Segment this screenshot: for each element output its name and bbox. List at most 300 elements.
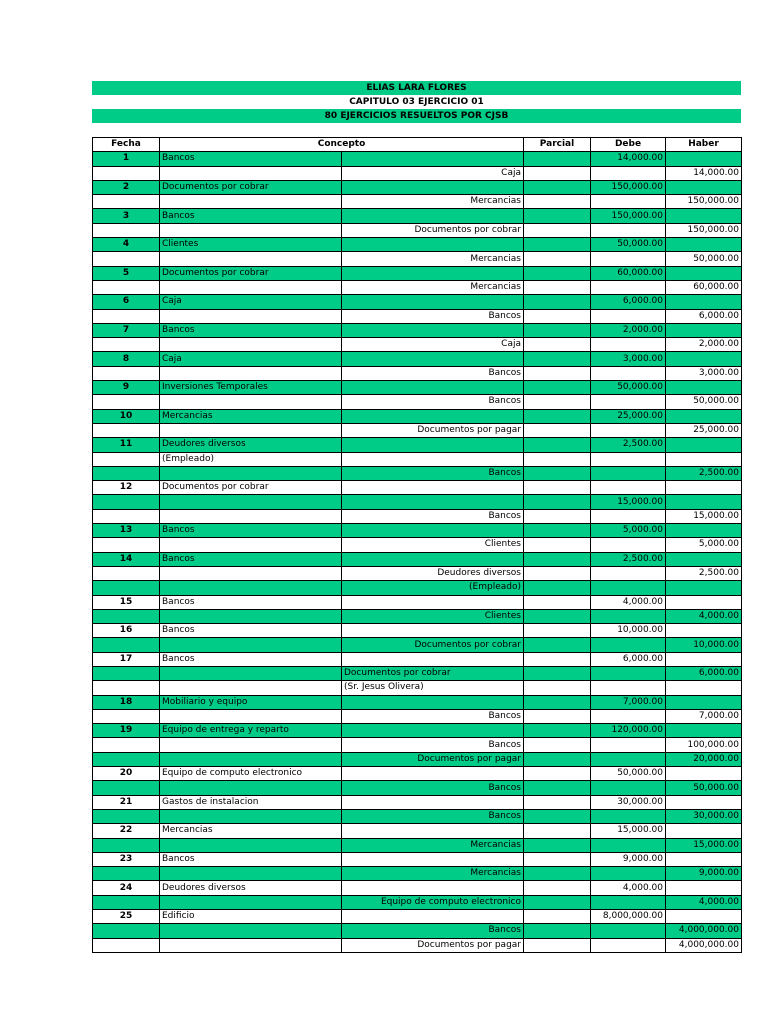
- parcial-cell: [524, 638, 591, 652]
- haber-cell: [666, 595, 742, 609]
- subaccount-cell: [342, 552, 524, 566]
- fecha-cell: 22: [93, 824, 160, 838]
- parcial-cell: [524, 795, 591, 809]
- account-cell: Bancos: [160, 323, 342, 337]
- table-row: [93, 524, 742, 538]
- parcial-cell: [524, 767, 591, 781]
- parcial-cell: [524, 838, 591, 852]
- subaccount-cell: Documentos por pagar: [342, 423, 524, 437]
- haber-cell: [666, 409, 742, 423]
- fecha-cell: [93, 638, 160, 652]
- parcial-cell: [524, 738, 591, 752]
- subaccount-cell: Bancos: [342, 509, 524, 523]
- parcial-cell: [524, 824, 591, 838]
- fecha-cell: 12: [93, 481, 160, 495]
- debe-cell: [591, 452, 666, 466]
- haber-cell: 150,000.00: [666, 223, 742, 237]
- debe-cell: [591, 423, 666, 437]
- table-row: [93, 852, 742, 866]
- debe-cell: [591, 752, 666, 766]
- debe-cell: [591, 166, 666, 180]
- fecha-cell: [93, 495, 160, 509]
- subaccount-cell: Bancos: [342, 781, 524, 795]
- table-row: [93, 924, 742, 938]
- subaccount-cell: Mercancias: [342, 252, 524, 266]
- account-cell: [160, 924, 342, 938]
- haber-cell: 20,000.00: [666, 752, 742, 766]
- subaccount-cell: [342, 323, 524, 337]
- parcial-cell: [524, 252, 591, 266]
- debe-cell: [591, 666, 666, 680]
- subaccount-cell: [342, 295, 524, 309]
- fecha-cell: [93, 681, 160, 695]
- fecha-cell: 2: [93, 180, 160, 194]
- parcial-cell: [524, 238, 591, 252]
- parcial-cell: [524, 681, 591, 695]
- account-cell: [160, 366, 342, 380]
- table-row: [93, 209, 742, 223]
- subaccount-cell: (Empleado): [342, 581, 524, 595]
- haber-cell: [666, 552, 742, 566]
- subaccount-cell: Bancos: [342, 309, 524, 323]
- table-row: [93, 452, 742, 466]
- debe-cell: 150,000.00: [591, 209, 666, 223]
- subaccount-cell: Bancos: [342, 738, 524, 752]
- haber-cell: 7,000.00: [666, 709, 742, 723]
- debe-cell: [591, 924, 666, 938]
- table-row: [93, 624, 742, 638]
- subaccount-cell: [342, 652, 524, 666]
- parcial-cell: [524, 280, 591, 294]
- debe-cell: 3,000.00: [591, 352, 666, 366]
- table-row: [93, 352, 742, 366]
- haber-cell: [666, 266, 742, 280]
- haber-cell: 6,000.00: [666, 309, 742, 323]
- parcial-cell: [524, 867, 591, 881]
- debe-cell: 60,000.00: [591, 266, 666, 280]
- debe-cell: 50,000.00: [591, 381, 666, 395]
- title-chapter: CAPITULO 03 EJERCICIO 01: [349, 97, 484, 107]
- parcial-cell: [524, 423, 591, 437]
- debe-cell: [591, 338, 666, 352]
- account-cell: Caja: [160, 352, 342, 366]
- table-row: [93, 895, 742, 909]
- debe-cell: [591, 867, 666, 881]
- table-row: [93, 152, 742, 166]
- account-cell: Mobiliario y equipo: [160, 695, 342, 709]
- subaccount-cell: Documentos por cobrar: [342, 638, 524, 652]
- haber-cell: [666, 238, 742, 252]
- fecha-cell: 15: [93, 595, 160, 609]
- title-name: ELIAS LARA FLORES: [92, 81, 741, 95]
- table-row: [93, 581, 742, 595]
- haber-cell: 2,000.00: [666, 338, 742, 352]
- fecha-cell: [93, 195, 160, 209]
- debe-cell: 6,000.00: [591, 295, 666, 309]
- col-header-concepto: Concepto: [160, 138, 524, 152]
- table-row: [93, 323, 742, 337]
- debe-cell: [591, 538, 666, 552]
- subaccount-cell: Mercancias: [342, 195, 524, 209]
- parcial-cell: [524, 566, 591, 580]
- account-cell: Bancos: [160, 624, 342, 638]
- debe-cell: [591, 938, 666, 952]
- parcial-cell: [524, 209, 591, 223]
- haber-cell: [666, 681, 742, 695]
- table-row: [93, 795, 742, 809]
- subaccount-cell: Documentos por cobrar: [342, 223, 524, 237]
- fecha-cell: [93, 466, 160, 480]
- fecha-cell: [93, 509, 160, 523]
- haber-cell: [666, 438, 742, 452]
- table-row: [93, 638, 742, 652]
- subaccount-cell: [342, 910, 524, 924]
- subaccount-cell: Mercancias: [342, 838, 524, 852]
- debe-cell: [591, 809, 666, 823]
- fecha-cell: 16: [93, 624, 160, 638]
- haber-cell: [666, 652, 742, 666]
- debe-cell: 30,000.00: [591, 795, 666, 809]
- fecha-cell: 21: [93, 795, 160, 809]
- fecha-cell: [93, 338, 160, 352]
- subaccount-cell: Clientes: [342, 609, 524, 623]
- col-header-haber: Haber: [666, 138, 742, 152]
- debe-cell: [591, 581, 666, 595]
- account-cell: [160, 566, 342, 580]
- fecha-cell: [93, 223, 160, 237]
- parcial-cell: [524, 910, 591, 924]
- parcial-cell: [524, 466, 591, 480]
- account-cell: [160, 809, 342, 823]
- account-cell: [160, 495, 342, 509]
- fecha-cell: [93, 752, 160, 766]
- account-cell: Documentos por cobrar: [160, 481, 342, 495]
- haber-cell: [666, 824, 742, 838]
- subaccount-cell: [342, 595, 524, 609]
- debe-cell: [591, 252, 666, 266]
- table-row: [93, 552, 742, 566]
- parcial-cell: [524, 509, 591, 523]
- table-row: [93, 180, 742, 194]
- table-row: [93, 481, 742, 495]
- parcial-cell: [524, 895, 591, 909]
- account-cell: Documentos por cobrar: [160, 180, 342, 194]
- subaccount-cell: [342, 881, 524, 895]
- parcial-cell: [524, 609, 591, 623]
- subaccount-cell: [342, 767, 524, 781]
- fecha-cell: 9: [93, 381, 160, 395]
- account-cell: [160, 309, 342, 323]
- haber-cell: [666, 209, 742, 223]
- table-row: [93, 724, 742, 738]
- haber-cell: 100,000.00: [666, 738, 742, 752]
- account-cell: Mercancias: [160, 824, 342, 838]
- fecha-cell: 8: [93, 352, 160, 366]
- fecha-cell: [93, 709, 160, 723]
- debe-cell: 8,000,000.00: [591, 910, 666, 924]
- debe-cell: [591, 466, 666, 480]
- subaccount-cell: (Sr. Jesus Olivera): [342, 681, 524, 695]
- debe-cell: 50,000.00: [591, 238, 666, 252]
- table-row: [93, 809, 742, 823]
- table-row: [93, 338, 742, 352]
- account-cell: Deudores diversos: [160, 438, 342, 452]
- table-row: [93, 223, 742, 237]
- table-row: [93, 538, 742, 552]
- debe-cell: [591, 738, 666, 752]
- fecha-cell: [93, 166, 160, 180]
- haber-cell: [666, 352, 742, 366]
- haber-cell: [666, 180, 742, 194]
- debe-cell: [591, 395, 666, 409]
- account-cell: Bancos: [160, 552, 342, 566]
- subaccount-cell: [342, 724, 524, 738]
- parcial-cell: [524, 338, 591, 352]
- fecha-cell: [93, 252, 160, 266]
- parcial-cell: [524, 495, 591, 509]
- subaccount-cell: [342, 438, 524, 452]
- haber-cell: 60,000.00: [666, 280, 742, 294]
- table-row: [93, 166, 742, 180]
- account-cell: [160, 638, 342, 652]
- account-cell: [160, 581, 342, 595]
- table-row: [93, 266, 742, 280]
- table-row: [93, 867, 742, 881]
- table-row: [93, 824, 742, 838]
- haber-cell: [666, 881, 742, 895]
- fecha-cell: [93, 924, 160, 938]
- haber-cell: 4,000,000.00: [666, 924, 742, 938]
- parcial-cell: [524, 409, 591, 423]
- parcial-cell: [524, 581, 591, 595]
- account-cell: [160, 781, 342, 795]
- haber-cell: [666, 524, 742, 538]
- haber-cell: [666, 624, 742, 638]
- parcial-cell: [524, 352, 591, 366]
- subaccount-cell: [342, 381, 524, 395]
- debe-cell: 150,000.00: [591, 180, 666, 194]
- fecha-cell: [93, 581, 160, 595]
- fecha-cell: 11: [93, 438, 160, 452]
- haber-cell: 3,000.00: [666, 366, 742, 380]
- table-row: [93, 681, 742, 695]
- haber-cell: 15,000.00: [666, 838, 742, 852]
- table-row: [93, 395, 742, 409]
- fecha-cell: [93, 938, 160, 952]
- haber-cell: 50,000.00: [666, 252, 742, 266]
- haber-cell: [666, 767, 742, 781]
- fecha-cell: [93, 366, 160, 380]
- subaccount-cell: Bancos: [342, 709, 524, 723]
- debe-cell: [591, 638, 666, 652]
- table-row: [93, 767, 742, 781]
- fecha-cell: 18: [93, 695, 160, 709]
- debe-cell: 2,500.00: [591, 552, 666, 566]
- haber-cell: [666, 381, 742, 395]
- table-row: [93, 252, 742, 266]
- subaccount-cell: [342, 481, 524, 495]
- account-cell: [160, 195, 342, 209]
- table-row: [93, 423, 742, 437]
- parcial-cell: [524, 538, 591, 552]
- fecha-cell: 24: [93, 881, 160, 895]
- debe-cell: 4,000.00: [591, 595, 666, 609]
- subaccount-cell: [342, 824, 524, 838]
- haber-cell: [666, 852, 742, 866]
- haber-cell: [666, 910, 742, 924]
- fecha-cell: 13: [93, 524, 160, 538]
- debe-cell: 6,000.00: [591, 652, 666, 666]
- fecha-cell: [93, 280, 160, 294]
- table-row: [93, 295, 742, 309]
- fecha-cell: [93, 395, 160, 409]
- fecha-cell: 23: [93, 852, 160, 866]
- debe-cell: [591, 223, 666, 237]
- table-row: [93, 666, 742, 680]
- table-row: [93, 466, 742, 480]
- account-cell: [160, 666, 342, 680]
- debe-cell: 15,000.00: [591, 495, 666, 509]
- debe-cell: [591, 280, 666, 294]
- table-row: [93, 709, 742, 723]
- subaccount-cell: [342, 624, 524, 638]
- table-row: [93, 781, 742, 795]
- table-row: [93, 309, 742, 323]
- subaccount-cell: Deudores diversos: [342, 566, 524, 580]
- subaccount-cell: [342, 495, 524, 509]
- fecha-cell: [93, 309, 160, 323]
- subaccount-cell: [342, 852, 524, 866]
- debe-cell: 7,000.00: [591, 695, 666, 709]
- account-cell: [160, 395, 342, 409]
- haber-cell: 6,000.00: [666, 666, 742, 680]
- debe-cell: 10,000.00: [591, 624, 666, 638]
- debe-cell: [591, 895, 666, 909]
- debe-cell: [591, 609, 666, 623]
- account-cell: Bancos: [160, 524, 342, 538]
- account-cell: Equipo de computo electronico: [160, 767, 342, 781]
- haber-cell: 5,000.00: [666, 538, 742, 552]
- account-cell: Bancos: [160, 209, 342, 223]
- debe-cell: [591, 366, 666, 380]
- debe-cell: [591, 566, 666, 580]
- haber-cell: 150,000.00: [666, 195, 742, 209]
- parcial-cell: [524, 309, 591, 323]
- parcial-cell: [524, 524, 591, 538]
- debe-cell: 14,000.00: [591, 152, 666, 166]
- parcial-cell: [524, 924, 591, 938]
- parcial-cell: [524, 266, 591, 280]
- table-row: [93, 838, 742, 852]
- account-cell: Caja: [160, 295, 342, 309]
- haber-cell: 4,000,000.00: [666, 938, 742, 952]
- account-cell: Edificio: [160, 910, 342, 924]
- subaccount-cell: Documentos por cobrar: [342, 666, 524, 680]
- fecha-cell: [93, 566, 160, 580]
- fecha-cell: [93, 666, 160, 680]
- haber-cell: [666, 495, 742, 509]
- haber-cell: 2,500.00: [666, 466, 742, 480]
- fecha-cell: [93, 609, 160, 623]
- parcial-cell: [524, 323, 591, 337]
- parcial-cell: [524, 938, 591, 952]
- col-header-parcial: Parcial: [524, 138, 591, 152]
- parcial-cell: [524, 652, 591, 666]
- haber-cell: 50,000.00: [666, 781, 742, 795]
- account-cell: [160, 466, 342, 480]
- fecha-cell: [93, 452, 160, 466]
- account-cell: [160, 338, 342, 352]
- parcial-cell: [524, 595, 591, 609]
- haber-cell: [666, 581, 742, 595]
- subaccount-cell: Bancos: [342, 809, 524, 823]
- subaccount-cell: [342, 524, 524, 538]
- debe-cell: 4,000.00: [591, 881, 666, 895]
- subaccount-cell: Mercancias: [342, 867, 524, 881]
- subaccount-cell: [342, 266, 524, 280]
- account-cell: [160, 280, 342, 294]
- fecha-cell: [93, 895, 160, 909]
- account-cell: (Empleado): [160, 452, 342, 466]
- subaccount-cell: Bancos: [342, 924, 524, 938]
- parcial-cell: [524, 438, 591, 452]
- fecha-cell: [93, 809, 160, 823]
- account-cell: Bancos: [160, 152, 342, 166]
- table-row: [93, 695, 742, 709]
- haber-cell: [666, 724, 742, 738]
- haber-cell: [666, 695, 742, 709]
- fecha-cell: [93, 738, 160, 752]
- debe-cell: 50,000.00: [591, 767, 666, 781]
- account-cell: [160, 423, 342, 437]
- debe-cell: [591, 781, 666, 795]
- subaccount-cell: Equipo de computo electronico: [342, 895, 524, 909]
- col-header-fecha: Fecha: [93, 138, 160, 152]
- haber-cell: 15,000.00: [666, 509, 742, 523]
- account-cell: [160, 166, 342, 180]
- parcial-cell: [524, 381, 591, 395]
- haber-cell: [666, 152, 742, 166]
- parcial-cell: [524, 180, 591, 194]
- account-cell: [160, 681, 342, 695]
- fecha-cell: 10: [93, 409, 160, 423]
- fecha-cell: 17: [93, 652, 160, 666]
- haber-cell: [666, 481, 742, 495]
- table-row: [93, 595, 742, 609]
- parcial-cell: [524, 223, 591, 237]
- haber-cell: 25,000.00: [666, 423, 742, 437]
- subaccount-cell: [342, 180, 524, 194]
- table-row: [93, 738, 742, 752]
- account-cell: Documentos por cobrar: [160, 266, 342, 280]
- haber-cell: 9,000.00: [666, 867, 742, 881]
- haber-cell: 2,500.00: [666, 566, 742, 580]
- subaccount-cell: [342, 352, 524, 366]
- table-row: [93, 509, 742, 523]
- fecha-cell: 3: [93, 209, 160, 223]
- table-row: [93, 652, 742, 666]
- parcial-cell: [524, 295, 591, 309]
- haber-cell: 14,000.00: [666, 166, 742, 180]
- table-row: [93, 881, 742, 895]
- parcial-cell: [524, 666, 591, 680]
- subaccount-cell: Clientes: [342, 538, 524, 552]
- account-cell: [160, 509, 342, 523]
- fecha-cell: [93, 838, 160, 852]
- parcial-cell: [524, 166, 591, 180]
- fecha-cell: [93, 867, 160, 881]
- table-row: [93, 280, 742, 294]
